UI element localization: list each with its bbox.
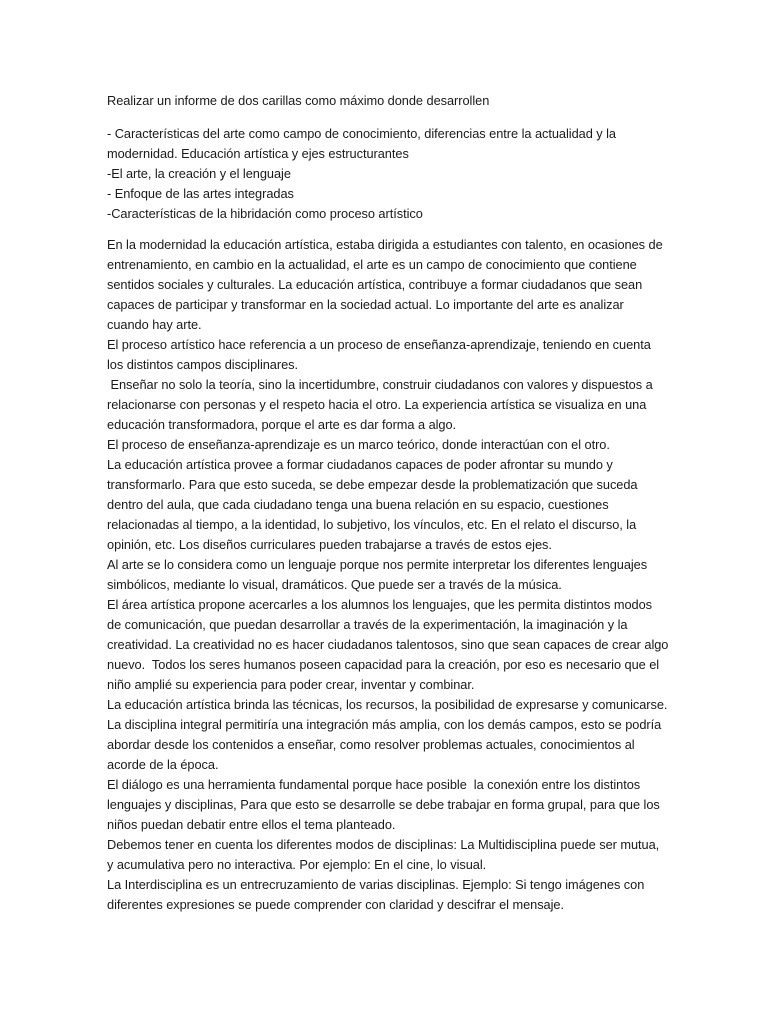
body-line: El diálogo es una herramienta fundamental porque hace posible la conexión entre los distintos bbox=[107, 777, 641, 792]
body-line: El área artística propone acercarles a los alumnos los lenguajes, que les permita distintos modos bbox=[107, 597, 652, 612]
body-line: diferentes expresiones se puede comprender con claridad y descifrar el mensaje. bbox=[107, 897, 564, 912]
body-line: nuevo. Todos los seres humanos poseen capacidad para la creación, por eso es necesario que el bbox=[107, 657, 660, 672]
spacer bbox=[107, 224, 672, 235]
body-line: abordar desde los contenidos a enseñar, como resolver problemas actuales, conocimientos al bbox=[107, 737, 635, 752]
body-line: La Interdisciplina es un entrecruzamiento de varias disciplinas. Ejemplo: Si tengo imágenes con bbox=[107, 877, 645, 892]
body-line: El proceso artístico hace referencia a un proceso de enseñanza-aprendizaje, teniendo en cuenta bbox=[107, 337, 651, 352]
body-line: dentro del aula, que cada ciudadano tenga una buena relación en su espacio, cuestiones bbox=[107, 497, 609, 512]
body-line: El proceso de enseñanza-aprendizaje es un marco teórico, donde interactúan con el otro. bbox=[107, 437, 610, 452]
task-list-item: -El arte, la creación y el lenguaje bbox=[107, 166, 291, 181]
task-list-item: modernidad. Educación artística y ejes estructurantes bbox=[107, 146, 409, 161]
body-line: La educación artística provee a formar ciudadanos capaces de poder afrontar su mundo y bbox=[107, 457, 613, 472]
document-title: Realizar un informe de dos carillas como máximo donde desarrollen bbox=[107, 93, 490, 108]
body-line: creatividad. La creatividad no es hacer ciudadanos talentosos, sino que sean capaces de crear algo bbox=[107, 637, 669, 652]
body-line: de comunicación, que puedan desarrollar a través de la experimentación, la imaginación y la bbox=[107, 617, 628, 632]
body-line: relacionadas al tiempo, a la identidad, lo subjetivo, los vínculos, etc. En el relato el discurso, la bbox=[107, 517, 637, 532]
body-line: cuando hay arte. bbox=[107, 317, 202, 332]
body-line: relacionarse con personas y el respeto hacia el otro. La experiencia artística se visualiza en una bbox=[107, 397, 647, 412]
body-line: La disciplina integral permitiría una integración más amplia, con los demás campos, esto se podría bbox=[107, 717, 662, 732]
task-list-item: -Características de la hibridación como proceso artístico bbox=[107, 206, 423, 221]
task-list-item: - Enfoque de las artes integradas bbox=[107, 186, 294, 201]
body-line: Debemos tener en cuenta los diferentes modos de disciplinas: La Multidisciplina puede ser mutua, bbox=[107, 837, 660, 852]
body-text bbox=[107, 235, 672, 915]
body-line: sentidos sociales y culturales. La educación artística, contribuye a formar ciudadanos que sean bbox=[107, 277, 643, 292]
spacer bbox=[107, 111, 672, 124]
body-line: opinión, etc. Los diseños curriculares pueden trabajarse a través de estos ejes. bbox=[107, 537, 552, 552]
body-line: capaces de participar y transformar en la sociedad actual. Lo importante del arte es analizar bbox=[107, 297, 624, 312]
body-line: En la modernidad la educación artística, estaba dirigida a estudiantes con talento, en ocasiones de bbox=[107, 237, 663, 252]
body-line: niños puedan debatir entre ellos el tema planteado. bbox=[107, 817, 396, 832]
body-line: niño amplié su experiencia para poder crear, inventar y combinar. bbox=[107, 677, 475, 692]
body-line: acorde de la época. bbox=[107, 757, 219, 772]
body-line: y acumulativa pero no interactiva. Por ejemplo: En el cine, lo visual. bbox=[107, 857, 487, 872]
body-line: lenguajes y disciplinas, Para que esto se desarrolle se debe trabajar en forma grupal, para que los bbox=[107, 797, 660, 812]
task-list bbox=[107, 124, 672, 224]
body-line: transformarlo. Para que esto suceda, se debe empezar desde la problematización que suceda bbox=[107, 477, 638, 492]
body-line: educación transformadora, porque el arte es dar forma a algo. bbox=[107, 417, 457, 432]
task-list-item: - Características del arte como campo de conocimiento, diferencias entre la actualidad y la bbox=[107, 126, 617, 141]
body-line: Enseñar no solo la teoría, sino la incertidumbre, construir ciudadanos con valores y dispuestos a bbox=[107, 377, 653, 392]
body-line: Al arte se lo considera como un lenguaje porque nos permite interpretar los diferentes lenguajes bbox=[107, 557, 648, 572]
body-line: los distintos campos disciplinares. bbox=[107, 357, 298, 372]
body-line: La educación artística brinda las técnicas, los recursos, la posibilidad de expresarse y comunicarse. bbox=[107, 697, 668, 712]
body-line: simbólicos, mediante lo visual, dramáticos. Que puede ser a través de la música. bbox=[107, 577, 562, 592]
body-line: entrenamiento, en cambio en la actualidad, el arte es un campo de conocimiento que contiene bbox=[107, 257, 637, 272]
